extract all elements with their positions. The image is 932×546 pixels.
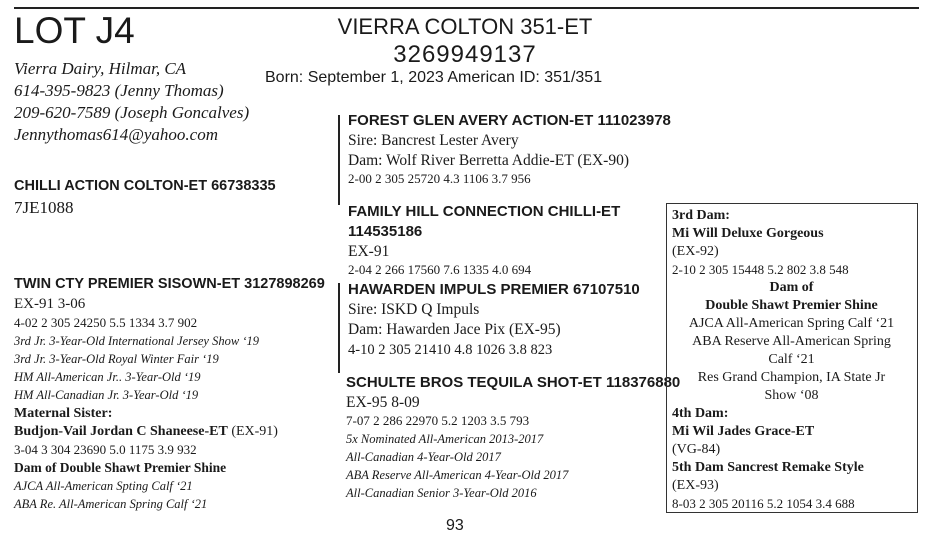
third-dam-name: Mi Will Deluxe Gorgeous	[672, 226, 824, 241]
sire-dam-name-line-1: FAMILY HILL CONNECTION CHILLI-ET	[348, 203, 621, 220]
box-honor-3-line-2: Show ‘08	[764, 388, 819, 403]
consignor-email: Jennythomas614@yahoo.com	[14, 125, 219, 144]
sire-sire-dam: Dam: Wolf River Berretta Addie-ET (EX-90)	[348, 152, 629, 169]
sire-dam-name-line-2: 114535186	[348, 223, 423, 240]
dam-sire-sire: Sire: ISKD Q Impuls	[348, 301, 480, 318]
pedigree-bracket-dam	[338, 283, 340, 373]
fifth-dam-classification: (EX-93)	[672, 478, 719, 493]
dam-dam-name: SCHULTE BROS TEQUILA SHOT-ET 118376880	[346, 374, 681, 391]
dam-honor: HM All-American Jr.. 3-Year-Old ‘19	[14, 370, 201, 384]
sister-record: 3-04 3 304 23690 5.0 1175 3.9 932	[14, 442, 197, 457]
sire-sire-record: 2-00 2 305 25720 4.3 1106 3.7 956	[348, 171, 531, 186]
animal-name: VIERRA COLTON 351-ET	[337, 14, 593, 39]
top-rule	[14, 7, 919, 9]
sister-honor: AJCA All-American Spting Calf ‘21	[14, 479, 193, 493]
lot-number: LOT J4	[14, 10, 135, 51]
born-line: Born: September 1, 2023 American ID: 351/351	[265, 69, 603, 86]
dam-honor: 3rd Jr. 3-Year-Old International Jersey Show ‘19	[14, 334, 259, 348]
box-honor-2-line-2: Calf ‘21	[768, 352, 815, 367]
sister-honor: ABA Re. All-American Spring Calf ‘21	[14, 497, 208, 511]
box-honor-2-line-1: ABA Reserve All-American Spring	[692, 334, 891, 349]
fifth-dam-record: 8-03 2 305 20116 5.2 1054 3.4 688	[672, 496, 855, 511]
fifth-dam-name: 5th Dam Sancrest Remake Style	[672, 460, 864, 475]
third-dam-classification: (EX-92)	[672, 244, 719, 259]
dam-of-label: Dam of	[769, 280, 814, 295]
sire-name: CHILLI ACTION COLTON-ET 66738335	[14, 178, 276, 194]
dam-classification: EX-91 3-06	[14, 296, 86, 312]
sister-name: Budjon-Vail Jordan C Shaneese-ET	[14, 424, 228, 439]
consignor-phone-2: 209-620-7589 (Joseph Goncalves)	[14, 103, 250, 122]
dam-dam-honor: ABA Reserve All-American 4-Year-Old 2017	[346, 468, 569, 482]
sire-dam-record: 2-04 2 266 17560 7.6 1335 4.0 694	[348, 262, 532, 277]
sister-classification: (EX-91)	[227, 424, 278, 439]
dam-sire-record: 4-10 2 305 21410 4.8 1026 3.8 823	[348, 342, 553, 358]
dam-name: TWIN CTY PREMIER SISOWN-ET 3127898269	[14, 276, 325, 292]
dam-dam-honor: All-Canadian Senior 3-Year-Old 2016	[346, 486, 537, 500]
dam-dam-record: 7-07 2 286 22970 5.2 1203 3.5 793	[346, 413, 530, 428]
third-dam-record: 2-10 2 305 15448 5.2 802 3.8 548	[672, 262, 849, 277]
consignor-phone-1: 614-395-9823 (Jenny Thomas)	[14, 81, 224, 100]
dam-honor: 3rd Jr. 3-Year-Old Royal Winter Fair ‘19	[14, 352, 219, 366]
dam-record: 4-02 2 305 24250 5.5 1334 3.7 902	[14, 315, 198, 330]
pedigree-bracket-sire	[338, 115, 340, 205]
fourth-dam-name: Mi Wil Jades Grace-ET	[672, 424, 815, 439]
dam-honor: HM All-Canadian Jr. 3-Year-Old ‘19	[14, 388, 199, 402]
consignor-farm: Vierra Dairy, Hilmar, CA	[14, 59, 187, 78]
maternal-sister-line	[14, 423, 278, 441]
fourth-dam-label: 4th Dam:	[672, 406, 729, 421]
dam-sire-name: HAWARDEN IMPULS PREMIER 67107510	[348, 281, 640, 298]
sister-dam-of: Dam of Double Shawt Premier Shine	[14, 460, 227, 475]
dam-dam-honor: All-Canadian 4-Year-Old 2017	[346, 450, 501, 464]
dam-dam-honor: 5x Nominated All-American 2013-2017	[346, 432, 544, 446]
sire-dam-classification: EX-91	[348, 243, 390, 260]
animal-id: 3269949137	[393, 41, 537, 68]
dam-of-name: Double Shawt Premier Shine	[705, 298, 878, 313]
dam-sire-dam: Dam: Hawarden Jace Pix (EX-95)	[348, 321, 561, 338]
dam-dam-classification: EX-95 8-09	[346, 394, 420, 411]
sire-sire-sire: Sire: Bancrest Lester Avery	[348, 132, 519, 149]
box-honor-1: AJCA All-American Spring Calf ‘21	[688, 316, 895, 331]
third-dam-label: 3rd Dam:	[672, 208, 730, 223]
dams-box	[666, 203, 918, 513]
maternal-sister-label: Maternal Sister:	[14, 406, 113, 421]
box-honor-3-line-1: Res Grand Champion, IA State Jr	[697, 370, 886, 385]
sire-code: 7JE1088	[14, 198, 74, 217]
fourth-dam-classification: (VG-84)	[672, 442, 721, 457]
page-number: 93	[446, 517, 464, 534]
sire-sire-name: FOREST GLEN AVERY ACTION-ET 111023978	[348, 112, 671, 129]
